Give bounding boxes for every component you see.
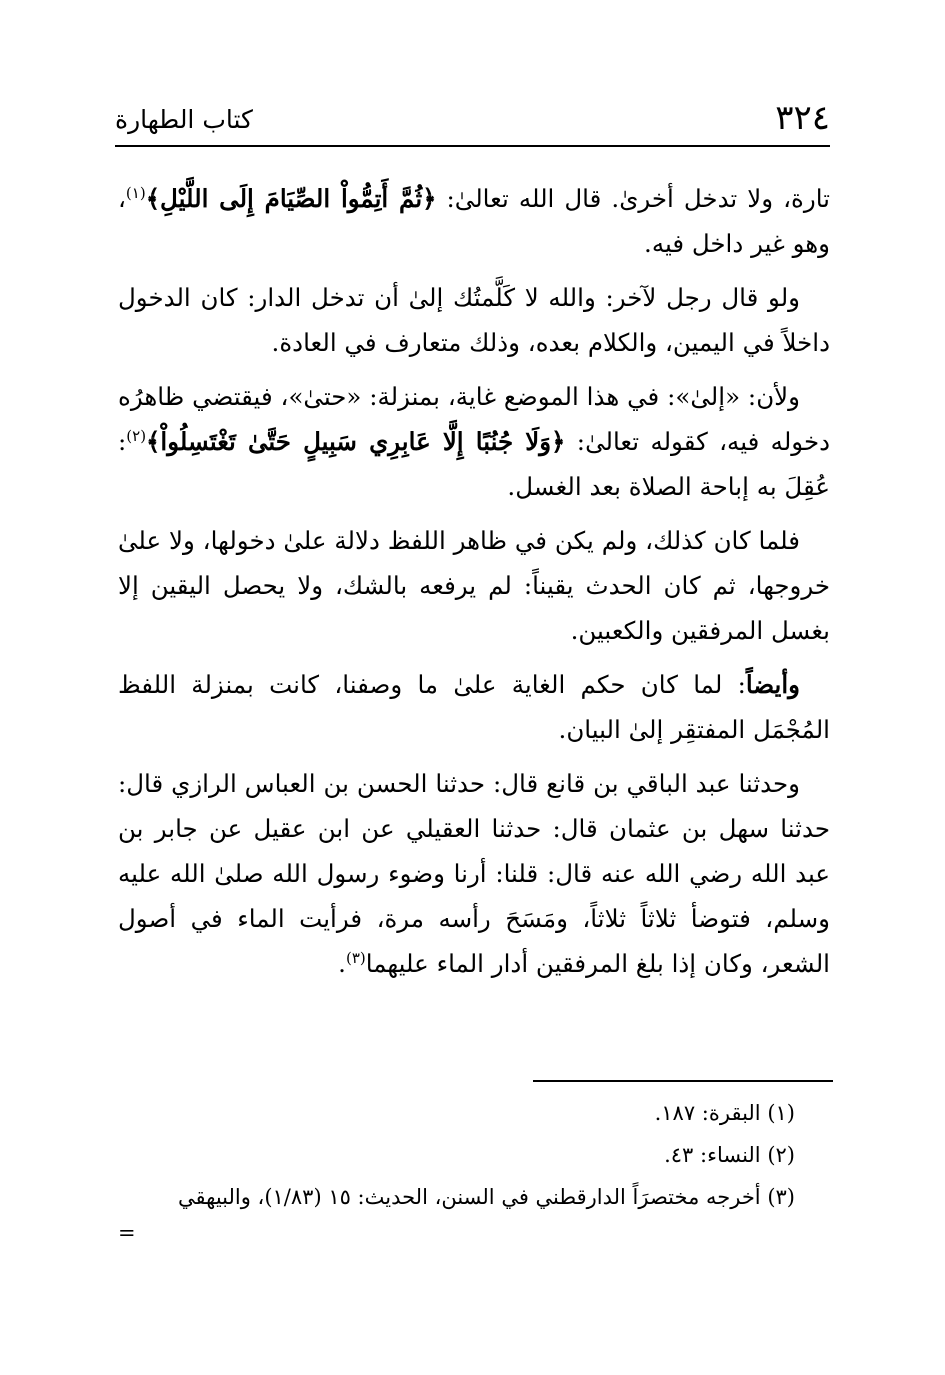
page-header	[115, 96, 830, 140]
paragraph-2: ولو قال رجل لآخر: والله لا كَلَّمتُك إلىٰ أن تدخل الدار: كان الدخول داخلاً في اليمين، والكلام بعده، وذلك متعارف في العادة.	[118, 283, 830, 357]
main-text	[118, 176, 830, 995]
paragraph-5: وأيضاً: لما كان حكم الغاية علىٰ ما وصفنا، كانت بمنزلة اللفظ المُجْمَل المفتقِر إلىٰ البيان.	[118, 670, 830, 744]
quran-verse: ﴿ثُمَّ أَتِمُّواْ الصِّيَامَ إِلَى اللَّيْلِ﴾	[145, 184, 437, 213]
paragraph-6: وحدثنا عبد الباقي بن قانع قال: حدثنا الحسن بن العباس الرازي قال: حدثنا سهل بن عثمان قال: حدثنا العقيلي عن ابن عقيل عن جابر بن عبد الله رضي الله عنه قال: قلنا: أرنا وضوء رسول الله صلىٰ الله عليه وسلم، فتوضأ ثلاثاً ثلاثاً، ومَسَحَ رأسه مرة، فرأيت الماء في أصول الشعر، وكان إذا بلغ المرفقين أدار الماء عليهما$^{(٣)}$.	[118, 769, 830, 978]
footnote-1: (١) البقرة: ١٨٧.	[654, 1101, 795, 1125]
footnote-divider	[533, 1080, 833, 1082]
footnote-3: (٣) أخرجه مختصرَاً الدارقطني في السنن، الحديث: ١٥ (١/٨٣)، والبيهقي	[178, 1185, 795, 1209]
footnote-continuation-mark: =	[118, 1221, 136, 1245]
footnotes	[118, 1098, 795, 1248]
header-divider	[115, 145, 830, 147]
footnote-2: (٢) النساء: ٤٣.	[664, 1143, 795, 1167]
footnote-ref-1[interactable]: (١)	[125, 183, 146, 202]
paragraph-1: تارة، ولا تدخل أخرىٰ. قال الله تعالىٰ: ﴿ثُمَّ أَتِمُّواْ الصِّيَامَ إِلَى اللَّيْلِ﴾$^{(١)}$، وهو غير داخل فيه.	[118, 183, 830, 258]
footnote-ref-3[interactable]: (٣)	[345, 948, 366, 967]
footnote-ref-2[interactable]: (٢)	[126, 426, 147, 445]
paragraph-3: ولأن: «إلىٰ»: في هذا الموضع غاية، بمنزلة: «حتىٰ»، فيقتضي ظاهرُه دخوله فيه، كقوله تعالىٰ: ﴿وَلَا جُنُبًا إِلَّا عَابِرِي سَبِيلٍ حَتَّىٰ تَغْتَسِلُواْ﴾$^{(٢)}$: عُقِلَ به إباحة الصلاة بعد الغسل.	[118, 382, 830, 501]
book-title: كتاب الطهارة	[115, 105, 253, 134]
lead-word: وأيضاً	[745, 670, 800, 699]
page-number: ٣٢٤	[775, 98, 830, 138]
paragraph-4: فلما كان كذلك، ولم يكن في ظاهر اللفظ دلالة علىٰ دخولها، ولا علىٰ خروجها، ثم كان الحدث يقيناً: لم يرفعه بالشك، ولا يحصل اليقين إلا بغسل المرفقين والكعبين.	[118, 526, 830, 645]
quran-verse: ﴿وَلَا جُنُبًا إِلَّا عَابِرِي سَبِيلٍ حَتَّىٰ تَغْتَسِلُواْ﴾	[146, 427, 566, 456]
